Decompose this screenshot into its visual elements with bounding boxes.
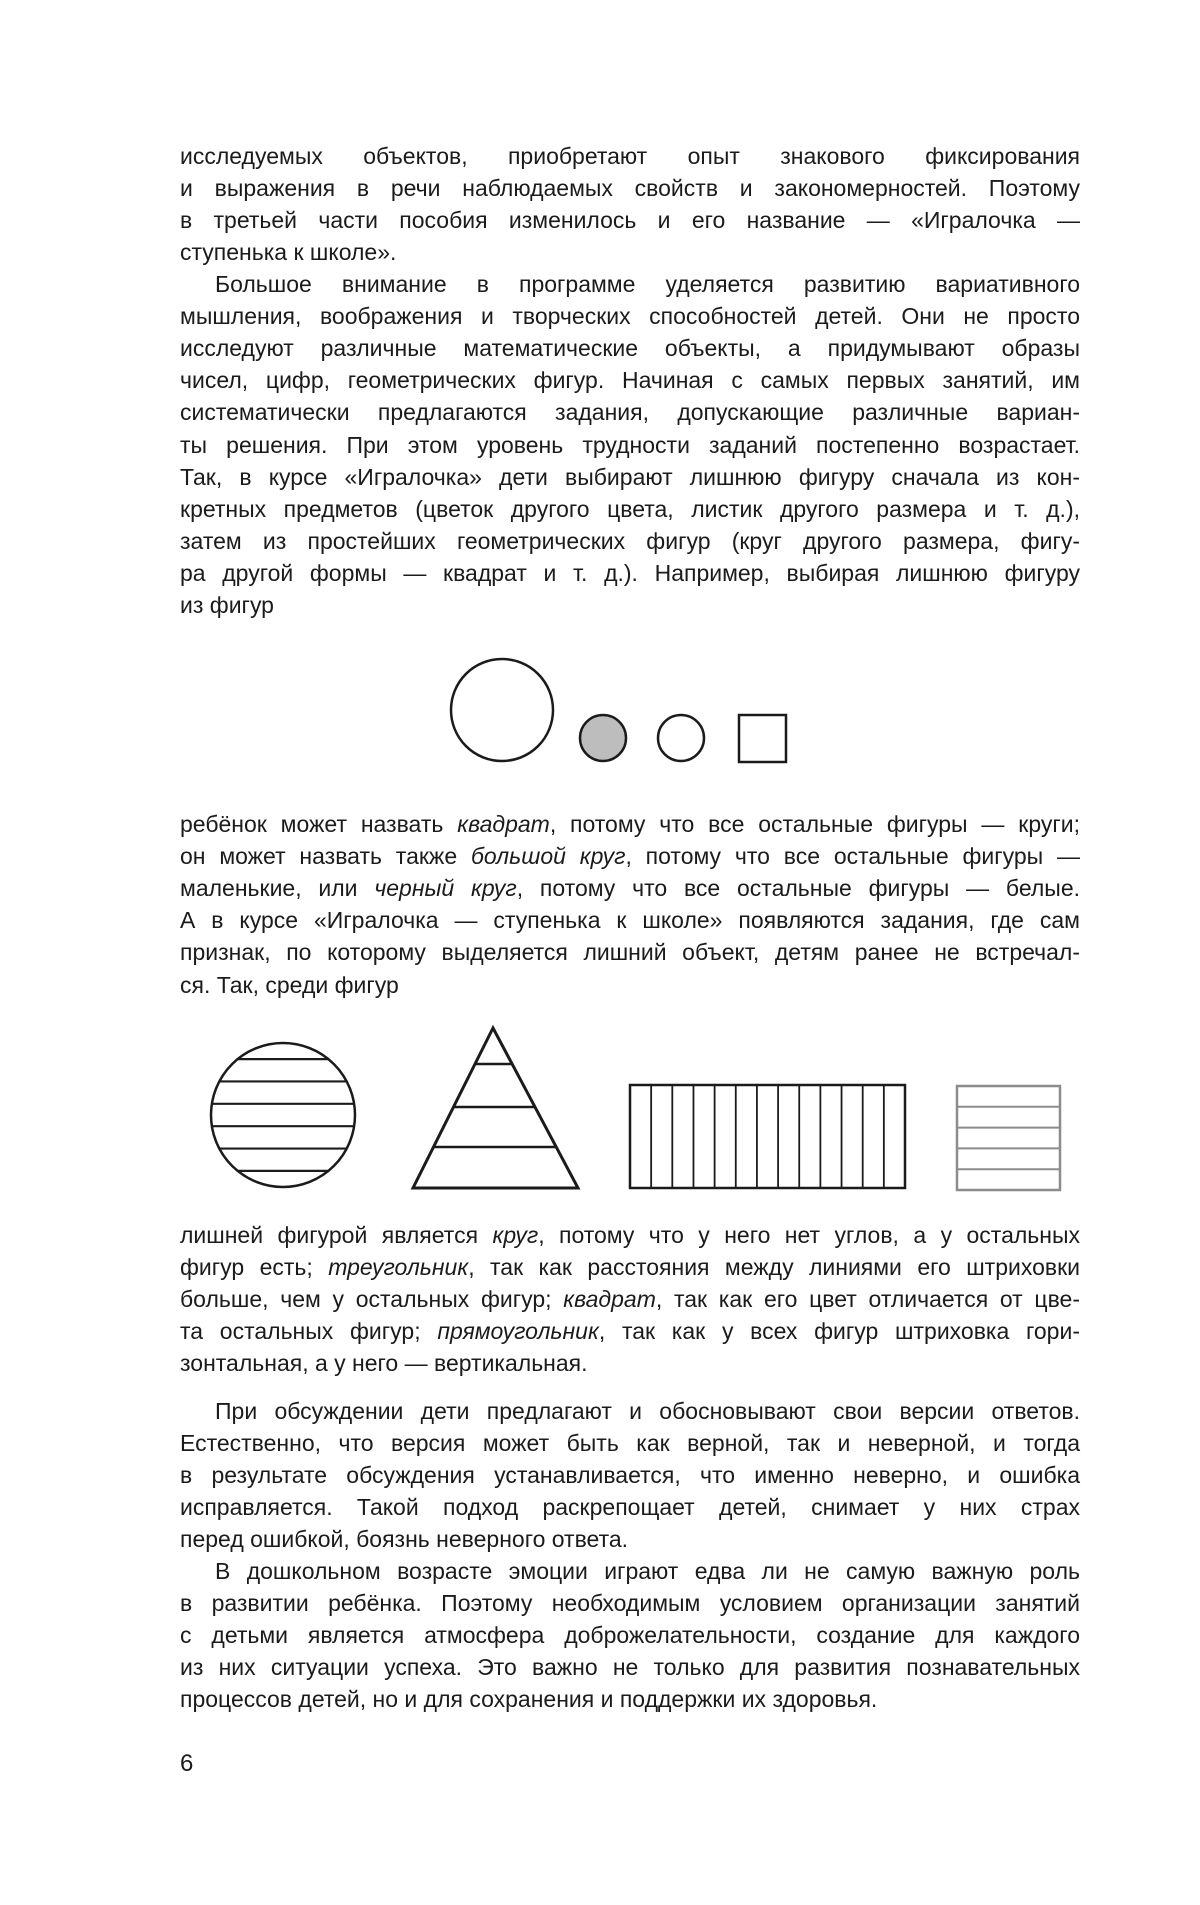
page-number: 6	[180, 1750, 194, 1777]
text-run: , потому что все остальные фигуры —	[625, 843, 1080, 870]
text-line	[180, 493, 1080, 525]
text-run: с детьми является атмосфера доброжелательности, создание для каждого	[180, 1622, 1080, 1649]
text-line	[180, 172, 1080, 204]
text-line	[180, 872, 1080, 904]
outline	[211, 1043, 355, 1187]
text-line	[180, 1347, 1080, 1379]
text-run: признак, по которому выделяется лишний объект, детям ранее не встречал-	[180, 939, 1080, 966]
text-line	[180, 1587, 1080, 1619]
text-run: ся. Так, среди фигур	[180, 971, 399, 998]
text-run: и выражения в речи наблюдаемых свойств и закономерностей. Поэтому	[180, 175, 1080, 202]
text-line	[180, 1427, 1080, 1459]
square	[739, 715, 786, 762]
text-line	[180, 1491, 1080, 1523]
text-run: , так как его цвет отличается от цве-	[655, 1286, 1080, 1313]
text-run: ступенька к школе».	[180, 239, 397, 266]
text-run: фигур есть;	[180, 1254, 329, 1281]
italic-term: большой круг	[470, 843, 626, 870]
text-line	[180, 364, 1080, 396]
small-white-circle	[658, 715, 704, 761]
text-run: он может назвать также	[180, 843, 471, 870]
italic-term: круг	[492, 1222, 539, 1248]
text-line	[180, 1251, 1080, 1283]
text-run: исследуемых объектов, приобретают опыт знакового фиксирования	[180, 143, 1080, 169]
text-run: исследуют различные математические объекты, а придумывают образы	[180, 335, 1080, 362]
text-line	[180, 1683, 1080, 1715]
text-line	[180, 300, 1080, 332]
text-run: ра другой формы — квадрат и т. д.). Например, выбирая лишнюю фигуру	[180, 559, 1080, 586]
text-run: , потому что все остальные фигуры — белые.	[516, 875, 1081, 902]
text-run: лишней фигурой является	[180, 1222, 493, 1248]
text-run: в развитии ребёнка. Поэтому необходимым условием организации занятий	[180, 1590, 1080, 1617]
text-run: А в курсе «Игралочка — ступенька к школе» появляются задания, где сам	[180, 907, 1080, 934]
text-line	[180, 1283, 1080, 1315]
hatched-circle	[211, 1043, 355, 1187]
text-run: Естественно, что версия может быть как верной, так и неверной, и тогда	[180, 1430, 1080, 1457]
text-run: из фигур	[180, 592, 274, 618]
text-run: В дошкольном возрасте эмоции играют едва ли не самую важную роль	[215, 1558, 1080, 1584]
text-line	[180, 1219, 1080, 1251]
text-run: кретных предметов (цветок другого цвета, листик другого размера и т. д.),	[180, 495, 1080, 522]
text-line	[180, 936, 1080, 968]
text-run: из них ситуации успеха. Это важно не только для развития познавательных	[180, 1654, 1080, 1681]
text-line	[215, 1555, 1080, 1587]
text-run: маленькие, или	[180, 875, 375, 902]
text-line	[180, 396, 1080, 428]
text-line	[215, 268, 1080, 300]
text-line	[180, 236, 1080, 268]
text-run: Большое внимание в программе уделяется развитию вариативного	[215, 271, 1080, 297]
text-run: ребёнок может назвать	[180, 811, 458, 837]
text-run: мышления, воображения и творческих способностей детей. Они не просто	[180, 303, 1080, 330]
outline	[957, 1086, 1060, 1190]
small-gray-circle	[580, 715, 626, 761]
text-line	[180, 589, 1080, 621]
text-line	[180, 1315, 1080, 1347]
text-run: , потому что у него нет углов, а у остальных	[538, 1222, 1081, 1248]
figure-row-2	[0, 1010, 1200, 1200]
text-run: в третьей части пособия изменилось и его название — «Игралочка —	[180, 207, 1080, 234]
text-run: процессов детей, но и для сохранения и поддержки их здоровья.	[180, 1686, 878, 1713]
text-run: в результате обсуждения устанавливается, что именно неверно, и ошибка	[180, 1462, 1080, 1489]
text-line	[180, 808, 1080, 840]
text-line	[180, 557, 1080, 589]
text-run: чисел, цифр, геометрических фигур. Начиная с самых первых занятий, им	[180, 367, 1080, 394]
text-run: перед ошибкой, боязнь неверного ответа.	[180, 1526, 629, 1553]
text-run: , так как расстояния между линиями его штриховки	[468, 1254, 1080, 1281]
hatched-triangle	[413, 1028, 578, 1188]
hatched-rectangle	[630, 1085, 905, 1188]
text-line	[180, 429, 1080, 461]
large-circle	[451, 659, 553, 761]
italic-term: квадрат	[563, 1286, 656, 1313]
outline	[630, 1085, 905, 1188]
figure-row-1	[0, 630, 1200, 790]
text-line	[180, 969, 1080, 1001]
text-run: систематически предлагаются задания, допускающие различные вариан-	[180, 399, 1080, 426]
text-line	[180, 1523, 1080, 1555]
text-run: больше, чем у остальных фигур;	[180, 1286, 564, 1313]
text-run: Так, в курсе «Игралочка» дети выбирают лишнюю фигуру сначала из кон-	[180, 463, 1080, 490]
text-line	[180, 204, 1080, 236]
text-line	[180, 840, 1080, 872]
text-line	[180, 140, 1080, 172]
text-run: исправляется. Такой подход раскрепощает детей, снимает у них страх	[180, 1494, 1080, 1521]
italic-term: прямоугольник	[437, 1318, 599, 1345]
text-run: , потому что все остальные фигуры — круги;	[549, 811, 1080, 837]
text-run: , так как у всех фигур штриховка гори-	[598, 1318, 1080, 1345]
italic-term: квадрат	[457, 811, 550, 837]
text-run: ты решения. При этом уровень трудности заданий постепенно возрастает.	[180, 431, 1080, 458]
italic-term: черный круг	[374, 875, 517, 902]
text-run: зонтальная, а у него — вертикальная.	[180, 1350, 588, 1377]
text-line	[180, 1619, 1080, 1651]
text-line	[180, 461, 1080, 493]
text-line	[180, 525, 1080, 557]
italic-term: треугольник	[328, 1254, 469, 1281]
text-run: При обсуждении дети предлагают и обосновывают свои версии ответов.	[215, 1398, 1080, 1424]
text-line	[180, 1459, 1080, 1491]
text-line	[180, 1651, 1080, 1683]
text-line	[180, 904, 1080, 936]
text-line	[180, 332, 1080, 364]
text-line	[215, 1395, 1080, 1427]
hatched-square	[957, 1086, 1060, 1190]
text-run: та остальных фигур;	[180, 1318, 438, 1345]
text-run: затем из простейших геометрических фигур (круг другого размера, фигу-	[180, 527, 1080, 554]
